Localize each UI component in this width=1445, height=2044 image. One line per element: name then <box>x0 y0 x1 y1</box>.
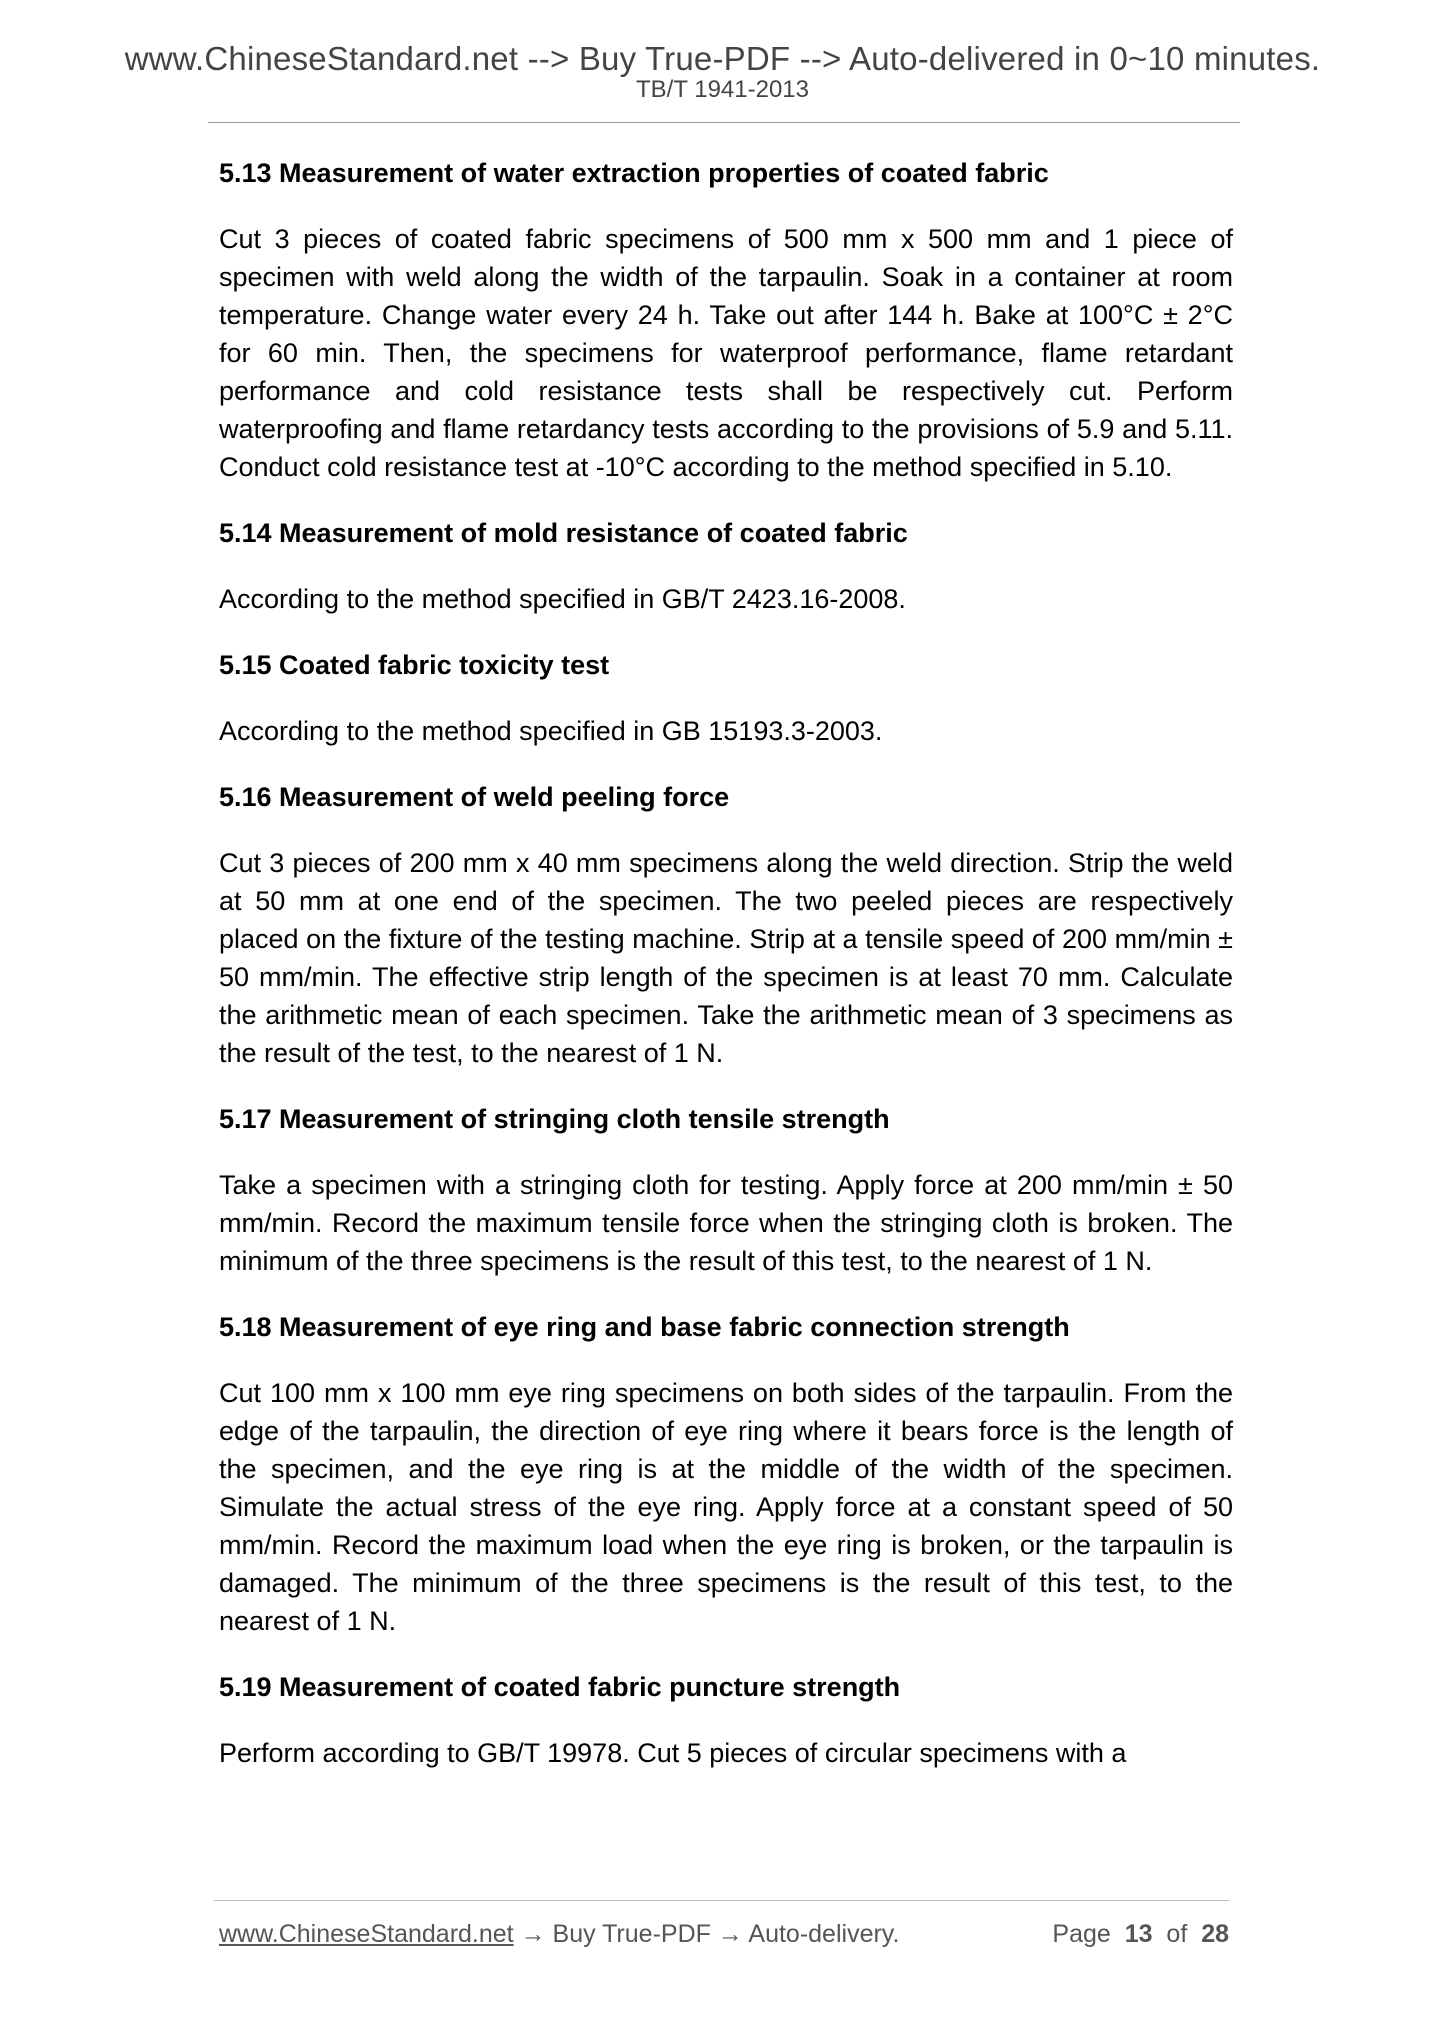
section-heading-5-17: 5.17 Measurement of stringing cloth tensile strength <box>219 1104 890 1134</box>
page-indicator <box>1052 1920 1229 1949</box>
section-heading-5-19: 5.19 Measurement of coated fabric puncture strength <box>219 1672 901 1702</box>
footer-promo <box>219 1920 899 1948</box>
section-heading-5-15: 5.15 Coated fabric toxicity test <box>219 650 610 680</box>
document-code: TB/T 1941-2013 <box>635 76 809 103</box>
section-body-5-17: Take a specimen with a stringing cloth for testing. Apply force at 200 mm/min ± 50 mm/min. Record the maximum tensile force when the stringing cloth is broken. The minimum of the three specimens is the result of this test, to the nearest of 1 N. <box>219 1170 1233 1276</box>
section-body-5-16: Cut 3 pieces of 200 mm x 40 mm specimens along the weld direction. Strip the weld at 50 mm at one end of the specimen. The two peeled pieces are respectively placed on the fixture of the testing machine. Strip at a tensile speed of 200 mm/min ± 50 mm/min. The effective strip length of the specimen is at least 70 mm. Calculate the arithmetic mean of each specimen. Take the arithmetic mean of 3 specimens as the result of the test, to the nearest of 1 N. <box>219 848 1233 1068</box>
of-label: of <box>1166 1920 1188 1948</box>
section-body-5-19: Perform according to GB/T 19978. Cut 5 pieces of circular specimens with a <box>219 1738 1127 1768</box>
header-divider <box>208 122 1240 123</box>
footer-divider <box>214 1900 1229 1901</box>
footer-promo-text: → Buy True-PDF → Auto-delivery. <box>513 1920 900 1948</box>
footer-site-link[interactable]: www.ChineseStandard.net <box>219 1920 514 1948</box>
section-body-5-13: Cut 3 pieces of coated fabric specimens of 500 mm x 500 mm and 1 piece of specimen with weld along the width of the tarpaulin. Soak in a container at room temperature. Change water every 24 h. Take out after 144 h. Bake at 100°C ± 2°C for 60 min. Then, the specimens for waterproof performance, flame retardant performance and cold resistance tests shall be respectively cut. Perform waterproofing and flame retardancy tests according to the provisions of 5.9 and 5.11. Conduct cold resistance test at -10°C according to the method specified in 5.10. <box>219 224 1233 482</box>
section-body-5-18: Cut 100 mm x 100 mm eye ring specimens on both sides of the tarpaulin. From the edge of the tarpaulin, the direction of eye ring where it bears force is the length of the specimen, and the eye ring is at the middle of the width of the specimen. Simulate the actual stress of the eye ring. Apply force at a constant speed of 50 mm/min. Record the maximum load when the eye ring is broken, or the tarpaulin is damaged. The minimum of the three specimens is the result of this test, to the nearest of 1 N. <box>219 1378 1233 1636</box>
section-heading-5-18: 5.18 Measurement of eye ring and base fabric connection strength <box>219 1312 1070 1342</box>
site-banner: www.ChineseStandard.net --> Buy True-PDF --> Auto-delivered in 0~10 minutes. <box>124 40 1321 77</box>
section-heading-5-16: 5.16 Measurement of weld peeling force <box>219 782 730 812</box>
page-number: 13 <box>1124 1920 1153 1948</box>
page-total: 28 <box>1201 1920 1229 1948</box>
section-heading-5-14: 5.14 Measurement of mold resistance of coated fabric <box>219 518 908 548</box>
page-footer <box>219 1920 1229 1949</box>
page-content <box>219 154 1233 1800</box>
section-body-5-14: According to the method specified in GB/T 2423.16-2008. <box>219 584 906 614</box>
page-label: Page <box>1052 1920 1111 1948</box>
section-body-5-15: According to the method specified in GB 15193.3-2003. <box>219 716 883 746</box>
section-heading-5-13: 5.13 Measurement of water extraction properties of coated fabric <box>219 158 1049 188</box>
